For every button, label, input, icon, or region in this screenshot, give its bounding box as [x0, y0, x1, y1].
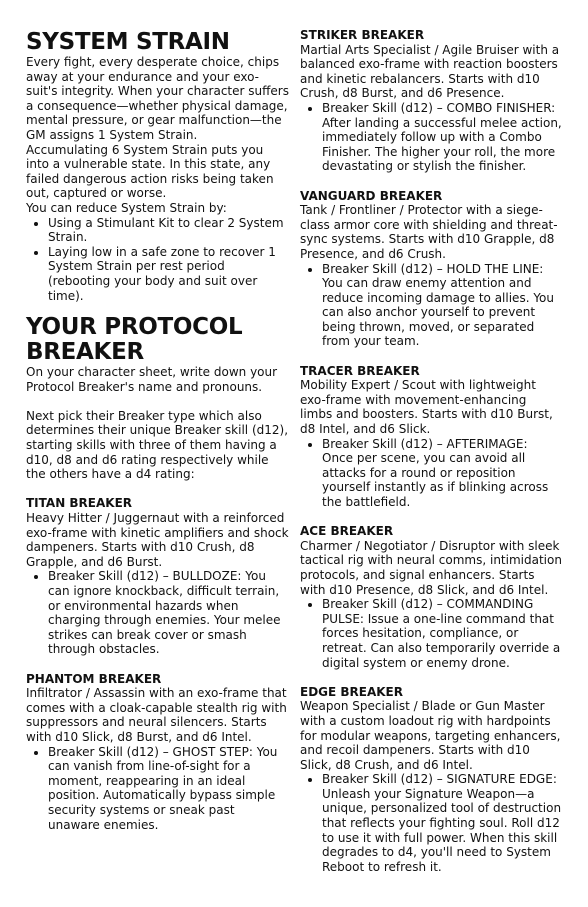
- breaker-description: Charmer / Negotiator / Disruptor with sleek tactical rig with neural comms, intimidation protocols, and signal enhancers. Starts with d10 Presence, d8 Slick, and d6 Intel.: [300, 538, 562, 597]
- breaker-skill-list: [300, 772, 562, 874]
- breaker-name: ACE BREAKER: [300, 524, 394, 539]
- system-strain-intro: Every fight, every desperate choice, chips away at your endurance and your exo-suit's integrity. When your character suffers a consequence—whether physical damage, mental pressure, or gear malfunction—the GM assigns 1 System Strain.: [26, 55, 289, 142]
- breaker-skill-list: [26, 745, 290, 833]
- breaker-name: TITAN BREAKER: [26, 496, 133, 511]
- right-column: [300, 28, 562, 874]
- breaker-name: EDGE BREAKER: [300, 684, 403, 699]
- left-column: [26, 30, 290, 832]
- system-strain-reduce-list: [26, 216, 290, 304]
- breaker-name: VANGUARD BREAKER: [300, 188, 443, 203]
- breaker-name: PHANTOM BREAKER: [26, 671, 162, 686]
- breaker-edge: [300, 685, 562, 875]
- breaker-skill: • Breaker Skill (d12) – COMMANDING PULSE: Issue a one-line command that forces hesitation, compliance, or retreat. Can also temporarily override a digital system or enemy drone.: [322, 597, 562, 670]
- breaker-name: STRIKER BREAKER: [300, 28, 425, 42]
- breaker-description: Martial Arts Specialist / Agile Bruiser with a balanced exo-frame with reaction boosters and kinetic rebalancers. Starts with d10 Crush, d8 Burst, and d6 Presence.: [300, 42, 560, 101]
- system-strain-accumulate: Accumulating 6 System Strain puts you into a vulnerable state. In this state, any failed dangerous action risks being taken out, captured or worse.: [26, 142, 274, 201]
- breaker-phantom: [26, 672, 290, 833]
- breaker-skill: • Breaker Skill (d12) – AFTERIMAGE: Once per scene, you can avoid all attacks for a round or reposition yourself instantly as if blinking across the battlefield.: [322, 437, 562, 510]
- breaker-name: TRACER BREAKER: [300, 363, 420, 378]
- list-item: • Using a Stimulant Kit to clear 2 System Strain.: [48, 216, 290, 245]
- breaker-skill: • Breaker Skill (d12) – GHOST STEP: You can vanish from line-of-sight for a moment, reappearing in an ideal position. Automatically bypass simple security systems or sneak past unaware enemies.: [48, 745, 290, 833]
- breaker-striker: [300, 28, 562, 174]
- system-strain-reduce-lead: You can reduce System Strain by:: [26, 200, 227, 215]
- breaker-skill-list: [26, 569, 290, 657]
- breaker-ace: [300, 524, 562, 670]
- breaker-tracer: [300, 364, 562, 510]
- breaker-description: Tank / Frontliner / Protector with a siege-class armor core with shielding and threat-sync systems. Starts with d10 Grapple, d8 Presence, and d6 Crush.: [300, 203, 558, 261]
- breaker-skill: • Breaker Skill (d12) – COMBO FINISHER: After landing a successful melee action, immediately follow up with a Combo Finisher. The higher your roll, the more devastating or stylish the finisher.: [322, 101, 562, 174]
- breaker-skill-list: [300, 262, 562, 350]
- list-item: • Laying low in a safe zone to recover 1 System Strain per rest period (rebooting your body and suit over time).: [48, 245, 290, 303]
- breaker-skill-list: [300, 597, 562, 670]
- breaker-description: Mobility Expert / Scout with lightweight exo-frame with movement-enhancing limbs and boosters. Starts with d10 Burst, d8 Intel, and d6 Slick.: [300, 378, 553, 437]
- breaker-skill: • Breaker Skill (d12) – BULLDOZE: You can ignore knockback, difficult terrain, or environmental hazards when charging through enemies. Your melee strikes can break cover or smash through obstacles.: [48, 569, 290, 657]
- protocol-breaker-heading: YOUR PROTOCOL BREAKER: [26, 314, 243, 366]
- breaker-titan: [26, 496, 290, 657]
- breaker-description: Weapon Specialist / Blade or Gun Master with a custom loadout rig with hardpoints for modular weapons, targeting enhancers, and recoil dampeners. Starts with d10 Slick, d8 Crush, and d6 Intel.: [300, 699, 561, 772]
- breaker-skill: • Breaker Skill (d12) – HOLD THE LINE: You can draw enemy attention and reduce incoming damage to allies. You can also anchor yourself to prevent being thrown, moved, or separated from your team.: [322, 262, 562, 350]
- breaker-skill: • Breaker Skill (d12) – SIGNATURE EDGE: Unleash your Signature Weapon—a unique, personalized tool of destruction that reflects your fighting soul. Roll d12 to use it with full power. When this skill degrades to d4, you'll need to System Reboot to refresh it.: [322, 772, 562, 874]
- system-strain-heading: SYSTEM STRAIN: [26, 29, 230, 55]
- breaker-skill-list: [300, 101, 562, 174]
- protocol-breaker-para-1: On your character sheet, write down your Protocol Breaker's name and pronouns.: [26, 365, 278, 394]
- breaker-description: Heavy Hitter / Juggernaut with a reinforced exo-frame with kinetic amplifiers and shock dampeners. Starts with d10 Crush, d8 Grapple, and d6 Burst.: [26, 511, 289, 569]
- breaker-vanguard: [300, 189, 562, 350]
- breaker-skill-list: [300, 437, 562, 510]
- protocol-breaker-para-2: Next pick their Breaker type which also determines their unique Breaker skill (d12), starting skills with three of them having a d10, d8 and d6 rating respectively while the others have a d4 rating:: [26, 408, 289, 482]
- breaker-description: Infiltrator / Assassin with an exo-frame that comes with a cloak-capable stealth rig with suppressors and neural silencers. Starts with d10 Slick, d8 Burst, and d6 Intel.: [26, 686, 287, 744]
